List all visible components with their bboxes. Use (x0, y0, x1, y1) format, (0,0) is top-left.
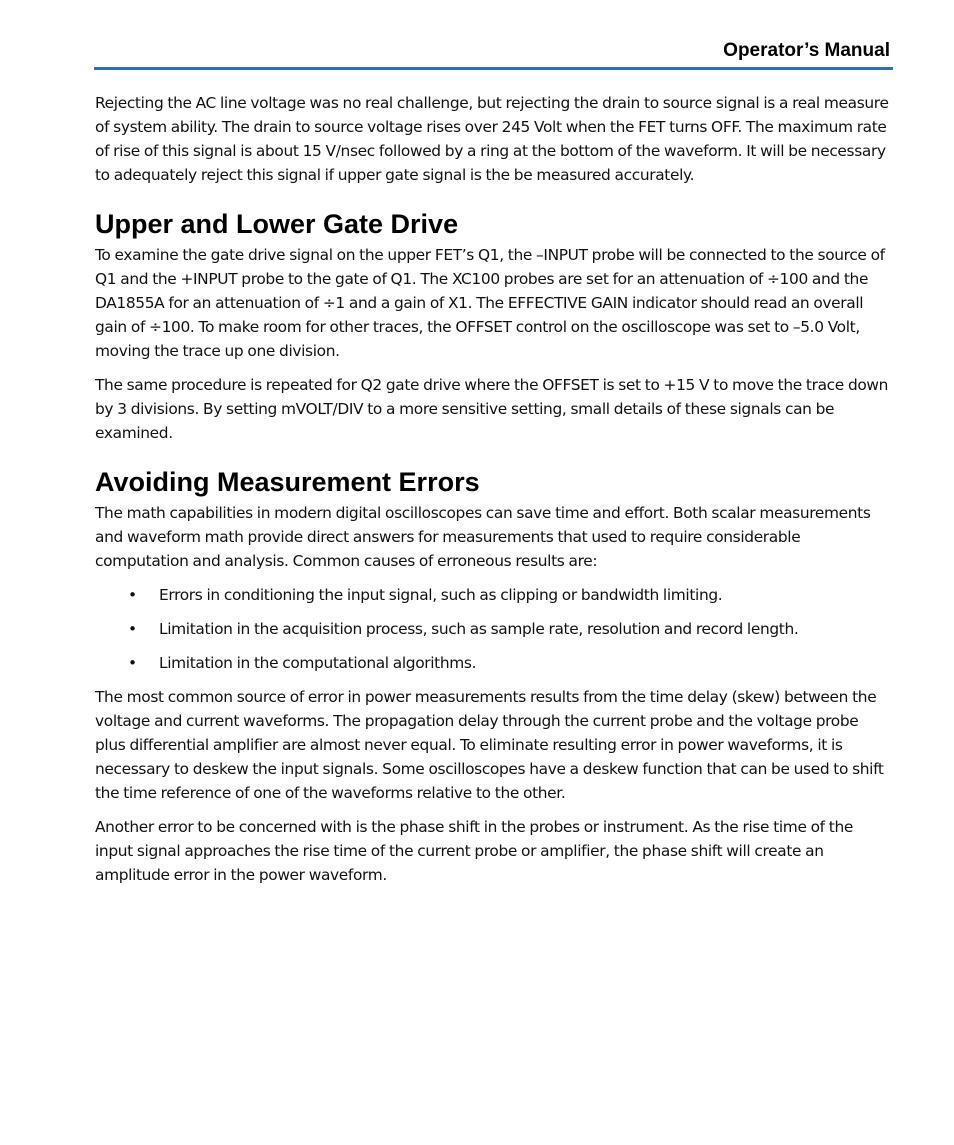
gate-drive-paragraph: The same procedure is repeated for Q2 gate drive where the OFFSET is set to +15 V to move the trace down by 3 divisions. By setting mVOLT/DIV to a more sensitive setting, small details of these signals can be examined. (95, 376, 889, 442)
list-item (95, 651, 890, 675)
section-heading-measurement-errors: Avoiding Measurement Errors (95, 467, 480, 497)
bullet-icon: • (128, 586, 137, 604)
errors-paragraph: Another error to be concerned with is the phase shift in the probes or instrument. As the rise time of the input signal approaches the rise time of the current probe or amplifier, the phase shift will create an amplitude error in the power waveform. (95, 818, 854, 884)
list-item-text: Errors in conditioning the input signal, such as clipping or bandwidth limiting. (159, 586, 723, 604)
header-rule (94, 67, 893, 70)
running-header-title: Operator’s Manual (723, 40, 890, 61)
list-item (95, 617, 890, 641)
intro-paragraph: Rejecting the AC line voltage was no real challenge, but rejecting the drain to source signal is a real measure of system ability. The drain to source voltage rises over 245 Volt when the FET turns OFF. The maximum rate of rise of this signal is about 15 V/nsec followed by a ring at the bottom of the waveform. It will be necessary to adequately reject this signal if upper gate signal is the be measured accurately. (95, 94, 889, 184)
bullet-icon: • (128, 654, 137, 672)
errors-intro-paragraph: The math capabilities in modern digital oscilloscopes can save time and effort. Both scalar measurements and waveform math provide direct answers for measurements that used to require considerable computation and analysis. Common causes of erroneous results are: (95, 504, 871, 570)
list-item-text: Limitation in the computational algorithms. (159, 654, 477, 672)
list-item (95, 583, 890, 607)
error-causes-list (95, 583, 890, 675)
errors-paragraph: The most common source of error in power measurements results from the time delay (skew) between the voltage and current waveforms. The propagation delay through the current probe and the voltage probe plus differential amplifier are almost never equal. To eliminate resulting error in power waveforms, it is necessary to deskew the input signals. Some oscilloscopes have a deskew function that can be used to shift the time reference of one of the waveforms relative to the other. (95, 688, 884, 802)
bullet-icon: • (128, 620, 137, 638)
list-item-text: Limitation in the acquisition process, such as sample rate, resolution and record length. (159, 620, 799, 638)
section-heading-gate-drive: Upper and Lower Gate Drive (95, 209, 459, 239)
gate-drive-paragraph: To examine the gate drive signal on the upper FET’s Q1, the –INPUT probe will be connected to the source of Q1 and the +INPUT probe to the gate of Q1. The XC100 probes are set for an attenuation of ÷100 and the DA1855A for an attenuation of ÷1 and a gain of X1. The EFFECTIVE GAIN indicator should read an overall gain of ÷100. To make room for other traces, the OFFSET control on the oscilloscope was set to –5.0 Volt, moving the trace up one division. (95, 246, 885, 360)
page-body (95, 91, 890, 897)
